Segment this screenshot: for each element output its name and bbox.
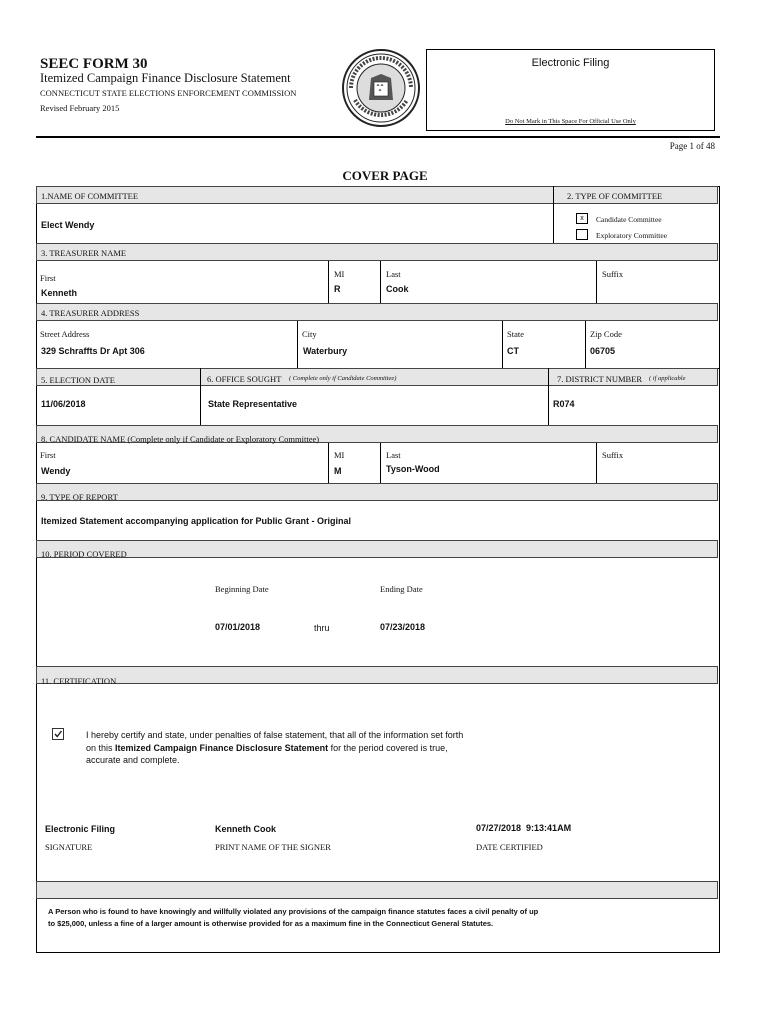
committee-name-value[interactable]: Elect Wendy [41,220,95,230]
candidate-last-value[interactable]: Tyson-Wood [386,464,440,474]
header-divider [36,136,720,138]
thru-label: thru [314,623,330,633]
cert-line-2-pre: on this [86,742,116,753]
treasurer-suffix-label: Suffix [602,269,624,279]
section10-label: 10. PERIOD COVERED [41,549,127,559]
section7-note: ( if applicable [649,375,686,382]
divider [502,321,503,368]
form-subtitle: Itemized Campaign Finance Disclosure Statement [40,71,291,85]
divider [380,443,381,483]
section-bar-11 [36,666,718,684]
section-bar-9 [36,483,718,501]
treasurer-first-value[interactable]: Kenneth [41,288,77,298]
divider [548,368,549,425]
treasurer-mi-value[interactable]: R [334,284,341,294]
cert-line-1: I hereby certify and state, under penalties of false statement, that all of the information set forth [86,730,464,740]
treasurer-first-label: First [40,273,56,283]
candidate-first-label: First [40,450,56,460]
candidate-suffix-label: Suffix [602,450,624,460]
exploratory-committee-label: Exploratory Committee [596,231,668,240]
section5-label: 5. ELECTION DATE [41,375,115,385]
divider [596,443,597,483]
signature-value[interactable]: Electronic Filing [45,824,116,834]
divider [553,186,554,243]
section-bar-1-2 [36,186,718,204]
official-use-note: Do Not Mark in This Space For Official Use Only [505,118,636,125]
ending-date-label: Ending Date [380,584,423,594]
street-value[interactable]: 329 Schraffts Dr Apt 306 [41,346,145,356]
divider [328,261,329,303]
zip-label: Zip Code [590,329,622,339]
divider [596,261,597,303]
section-bar-3 [36,243,718,261]
section6-note: ( Complete only if Candidate Committee) [289,375,397,382]
filing-box-label: Electronic Filing [531,57,610,69]
candidate-first-value[interactable]: Wendy [41,466,71,476]
cover-page-title: COVER PAGE [342,168,428,183]
candidate-committee-checkbox[interactable]: x [576,213,588,224]
cert-line-2-bold: Itemized Campaign Finance Disclosure Statement [115,742,329,753]
revision-date: Revised February 2015 [40,103,120,113]
section-bar-10 [36,540,718,558]
section1-label: 1.NAME OF COMMITTEE [41,191,139,201]
treasurer-last-value[interactable]: Cook [386,284,409,294]
candidate-committee-label: Candidate Committee [596,215,662,224]
section-bar-4 [36,303,718,321]
penalty-notice [48,906,708,930]
street-label: Street Address [40,329,90,339]
signer-name-value[interactable]: Kenneth Cook [215,824,277,834]
section6-label: 6. OFFICE SOUGHT [207,374,282,384]
exploratory-committee-checkbox[interactable] [576,229,588,240]
city-label: City [302,329,317,339]
state-seal-icon [341,48,421,128]
certification-statement [86,729,516,767]
penalty-line-1: A Person who is found to have knowingly and willfully violated any provisions of the campaign finance statutes faces a civil penalty of up [48,907,539,916]
ending-date-value[interactable]: 07/23/2018 [380,622,426,632]
signature-label: SIGNATURE [45,842,93,852]
divider [328,443,329,483]
section9-label: 9. TYPE OF REPORT [41,492,118,502]
treasurer-mi-label: MI [334,269,345,279]
penalty-line-2: to $25,000, unless a fine of a larger amount is otherwise provided for as a maximum fine in the Connecticut General Statutes. [48,919,494,928]
state-value[interactable]: CT [507,346,519,356]
signer-name-label: PRINT NAME OF THE SIGNER [215,842,331,852]
cert-line-3: accurate and complete. [86,755,180,765]
divider [200,368,201,425]
section2-label: 2. TYPE OF COMMITTEE [567,191,663,201]
candidate-last-label: Last [386,450,401,460]
zip-value[interactable]: 06705 [590,346,616,356]
form-container [36,186,720,953]
city-value[interactable]: Waterbury [303,346,348,356]
cert-line-2 [86,742,516,755]
candidate-mi-value[interactable]: M [334,466,342,476]
section8-label: 8. CANDIDATE NAME (Complete only if Candidate or Exploratory Committee) [41,434,320,444]
divider [297,321,298,368]
treasurer-last-label: Last [386,269,401,279]
certification-checkbox[interactable] [52,728,64,740]
page-number: Page 1 of 48 [669,141,715,151]
checkmark-icon [53,729,63,739]
date-certified-label: DATE CERTIFIED [476,842,543,852]
date-certified-value[interactable]: 07/27/2018 9:13:41AM [476,823,572,833]
beginning-date-label: Beginning Date [215,584,269,594]
section11-label: 11. CERTIFICATION [41,676,117,686]
section3-label: 3. TREASURER NAME [41,248,127,258]
divider [380,261,381,303]
section-bar-8 [36,425,718,443]
form-title: SEEC FORM 30 [40,56,148,72]
election-date-value[interactable]: 11/06/2018 [41,399,86,409]
beginning-date-value[interactable]: 07/01/2018 [215,622,261,632]
section4-label: 4. TREASURER ADDRESS [41,308,140,318]
section7-label: 7. DISTRICT NUMBER [557,374,643,384]
commission-name: CONNECTICUT STATE ELECTIONS ENFORCEMENT COMMISSION [40,88,297,98]
state-label: State [507,329,524,339]
district-number-value[interactable]: R074 [553,399,575,409]
candidate-mi-label: MI [334,450,345,460]
section-bar-5-6-7 [36,368,718,386]
office-sought-value[interactable]: State Representative [208,399,298,409]
footer-bar [36,881,718,899]
report-type-value[interactable]: Itemized Statement accompanying application for Public Grant - Original [41,516,352,526]
divider [585,321,586,368]
cert-line-2-post: for the period covered is true, [328,742,448,753]
